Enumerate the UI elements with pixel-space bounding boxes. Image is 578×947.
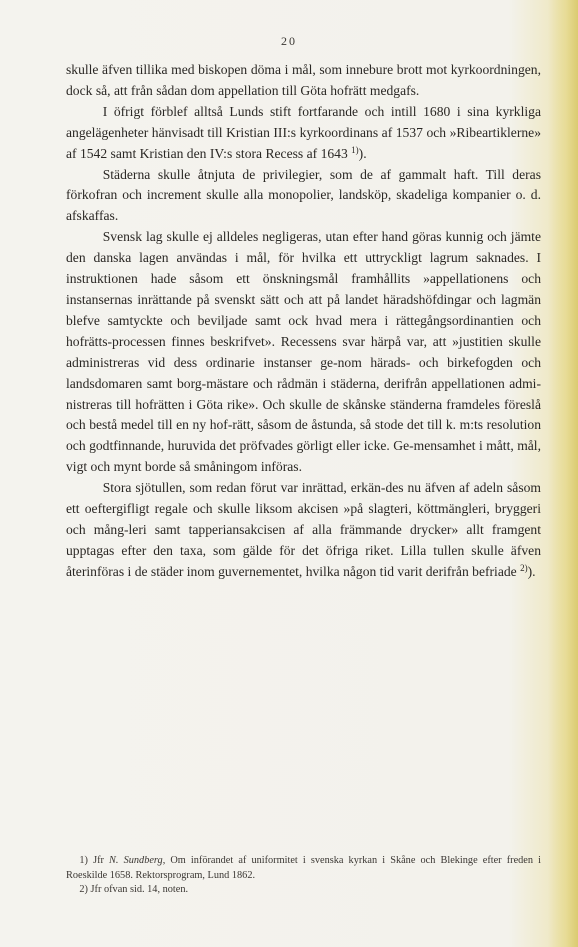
paragraph-5: Stora sjötullen, som redan förut var inrättad, erkän-des nu äfven af adeln såsom ett oeftergifligt regale och skulle liksom akcisen »på slagteri, köttmängleri, bryggeri och mång-leri samt tapperiansakcisen af alla främmande drycker» allt framgent upptagas efter den taxa, som gälde för det öfriga riket. Lilla tullen skulle äfven återinföras i de städer inom guvernementet, hvilka någon tid varit derifrån befriade $^{2)}$). <box>66 480 541 579</box>
paragraph-2: I öfrigt förblef alltså Lunds stift fortfarande och intill 1680 i sina kyrkliga angelägenheter hänvisadt till Kristian III:s kyrkoordinans af 1537 och »Ribeartiklerne» af 1542 samt Kristian den IV:s stora Recess af 1643 $^{1)}$). <box>66 103 541 161</box>
paragraph-1: skulle äfven tillika med biskopen döma i mål, som innebure brott mot kyrkoordningen, dock så, att från sådan dom appellation till Göta hofrätt medgafs. <box>66 62 541 98</box>
footnote-ref-2: 2) <box>520 562 528 573</box>
footnotes <box>66 854 541 898</box>
paragraph-4: Svensk lag skulle ej alldeles negligeras, utan efter hand göras kunnig och jämte den danska lagen användas i mål, för hvilka ett uttryckligt lagrum saknades. I instruktionen hade såsom ett önskningsmål framhållits »appellationens och instansernas inrättande på svenskt sätt och att på landet häradshöfdingar och lagmän blefve samtyckte och beviljade samt ock hvad mera i rättegångsordinantien och hofrätts-processen finnes beskrifvet». Recessens svar härpå var, att »justitien skulle administreras vid dess ordinarie instanser ge-nom härads- och birkefogden och landsdomaren samt borg-mästare och rådmän i städerna, derifrån appellationen admi-nistreras till hofrätten i Göta rike». Och skulle de skånske ständerna framdeles föreslå och bestå medel till en ny hof-rätt, såsom de åstunda, så stode det till k. m:ts resolution och godtfinnande, huruvida det pröfvades görligt eller icke. Ge-mensamhet i mått, mål, vigt och mynt borde så småningom införas. <box>66 229 541 475</box>
footnote-2: 2) Jfr ofvan sid. 14, noten. <box>79 884 189 896</box>
footnote-ref-1: 1) <box>351 144 359 155</box>
paragraph-3: Städerna skulle åtnjuta de privilegier, som de af gammalt haft. Till deras förkofran och increment skulle alla monopolier, landsköp, skadeliga kompanier o. d. afskaffas. <box>66 166 541 224</box>
body-text <box>66 60 541 583</box>
footnote-1: 1) Jfr N. Sundberg, Om införandet af uniformitet i svenska kyrkan i Skåne och Blekinge efter freden i Roeskilde 1658. Rektorsprogram, Lund 1862. <box>66 855 541 881</box>
footnote-1-author: N. Sundberg <box>109 855 163 866</box>
page-number: 20 <box>281 34 297 48</box>
page-edge-stain <box>548 0 578 947</box>
